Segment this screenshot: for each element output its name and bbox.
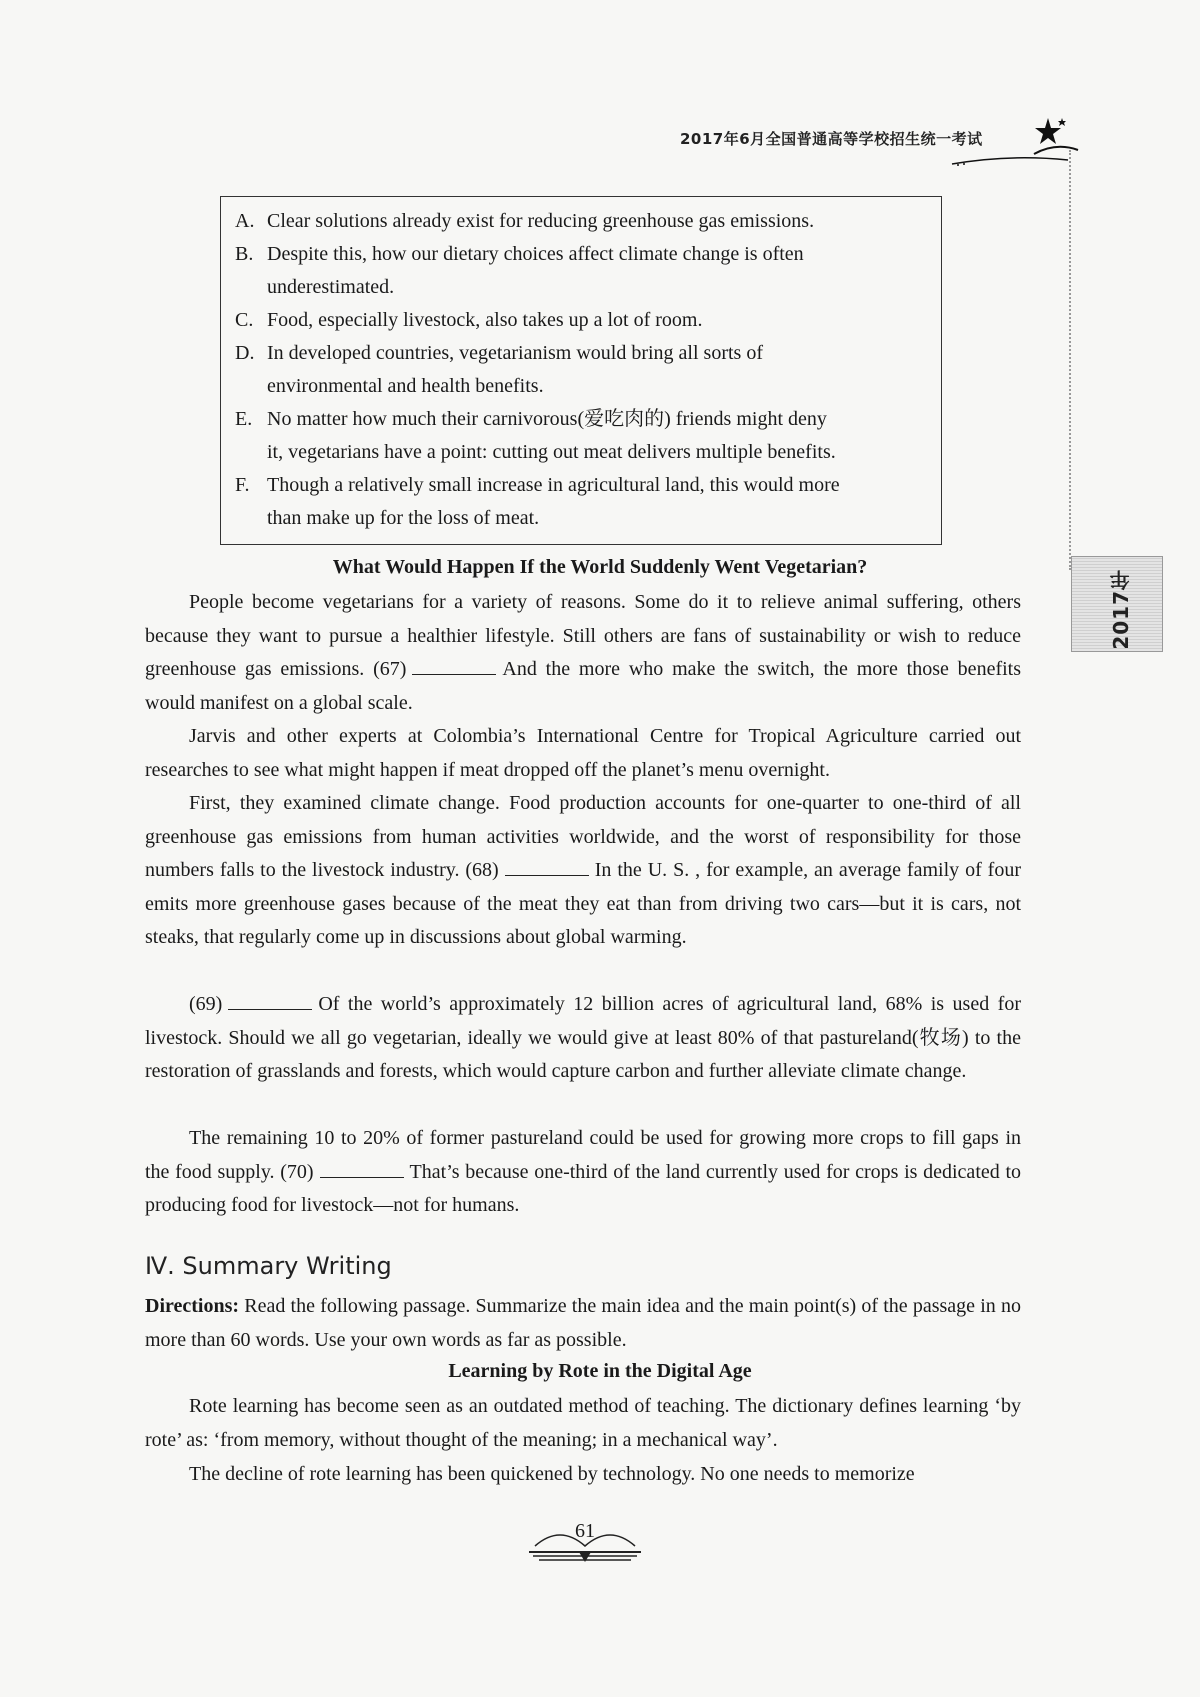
paragraph-text: And the more who make the switch, the more those benefits would manifest on a global scale. [145,658,1021,714]
passage-paragraph-3 [145,787,1021,955]
passage-paragraph-2: Jarvis and other experts at Colombia’s International Centre for Tropical Agriculture carried out researches to see what might happen if meat dropped off the planet’s menu overnight. [145,725,1021,781]
passage-paragraph-1 [145,586,1021,720]
year-side-tab-label: 2017年 [1109,569,1133,650]
passage-title: What Would Happen If the World Suddenly Went Vegetarian? [332,556,868,578]
summary-paragraph-2: The decline of rote learning has been quickened by technology. No one needs to memorize [189,1463,915,1485]
option-letter: E. [235,408,253,430]
summary-paragraph-1: Rote learning has become seen as an outdated method of teaching. The dictionary defines learning ‘by rote’ as: ‘from memory, without thought of the meaning; in a mechanical way’. [145,1395,1021,1451]
answer-blank-67[interactable] [412,656,496,675]
option-text: Despite this, how our dietary choices affect climate change is often [267,243,804,265]
page-number-ornament [525,1516,645,1568]
paragraph-text: (69) [189,993,223,1015]
passage-paragraph-4 [145,988,1021,1089]
option-f [235,469,840,529]
paragraph-text: That’s because one-third of the land currently used for crops is dedicated to producing food for livestock—not for humans. [145,1160,1021,1216]
option-letter: A. [235,210,255,232]
page-number: 61 [575,1520,595,1542]
option-text: Though a relatively small increase in agricultural land, this would more [267,474,840,496]
option-text: In developed countries, vegetarianism would bring all sorts of [267,342,763,364]
paragraph-text: In the U. S. , for example, an average family of four emits more greenhouse gases because of the meat they eat than from driving two cars—but it is cars, not steaks, that regularly come up in discussions about global warming. [145,859,1021,948]
option-text-cont: than make up for the loss of meat. [267,507,540,529]
paragraph-text: People become vegetarians for a variety of reasons. Some do it to relieve animal suffering, others because they want to pursue a healthier lifestyle. Still others are fans of sustainability or wish to reduce greenhouse gas emissions. (67) [145,591,1021,680]
option-e [235,403,836,463]
margin-dotted-rule [1069,150,1071,570]
answer-blank-70[interactable] [320,1159,404,1178]
header-underline-swoosh [950,150,1070,170]
option-letter: C. [235,309,254,331]
options-box [220,196,942,545]
directions-paragraph [145,1290,1021,1357]
option-b [235,238,804,298]
answer-blank-69[interactable] [228,991,312,1010]
exam-title: 2017年6月全国普通高等学校招生统一考试 [680,130,983,148]
directions-text: Read the following passage. Summarize the main idea and the main point(s) of the passage in no more than 60 words. Use your own words as far as possible. [145,1295,1021,1351]
answer-blank-68[interactable] [505,857,589,876]
paragraph-text: The remaining 10 to 20% of former pastureland could be used for growing more crops to fill gaps in the food supply. (70) [145,1127,1021,1183]
option-letter: D. [235,342,255,364]
option-text: Food, especially livestock, also takes up a lot of room. [267,309,703,331]
option-d [235,337,763,397]
option-c [235,304,702,337]
paragraph-text: Of the world’s approximately 12 billion acres of agricultural land, 68% is used for livestock. Should we all go vegetarian, ideally we would give at least 80% of that pastureland(牧场) to the restoration of grasslands and forests, which would capture carbon and further alleviate climate change. [145,993,1021,1082]
option-text-cont: environmental and health benefits. [267,375,544,397]
paragraph-text: First, they examined climate change. Food production accounts for one-quarter to one-third of all greenhouse gas emissions from human activities worldwide, and the worst of responsibility for those numbers falls to the livestock industry. (68) [145,792,1021,881]
option-text-cont: it, vegetarians have a point: cutting out meat delivers multiple benefits. [267,441,836,463]
option-a [235,205,814,238]
option-text: No matter how much their carnivorous(爱吃肉的) friends might deny [267,408,827,430]
summary-passage-title: Learning by Rote in the Digital Age [448,1360,752,1382]
option-text: Clear solutions already exist for reducing greenhouse gas emissions. [267,210,815,232]
option-letter: F. [235,474,250,496]
directions-label: Directions: [145,1295,240,1317]
section-heading: Ⅳ. Summary Writing [145,1252,392,1280]
passage-paragraph-5 [145,1122,1021,1223]
option-letter: B. [235,243,254,265]
option-text-cont: underestimated. [267,276,395,298]
